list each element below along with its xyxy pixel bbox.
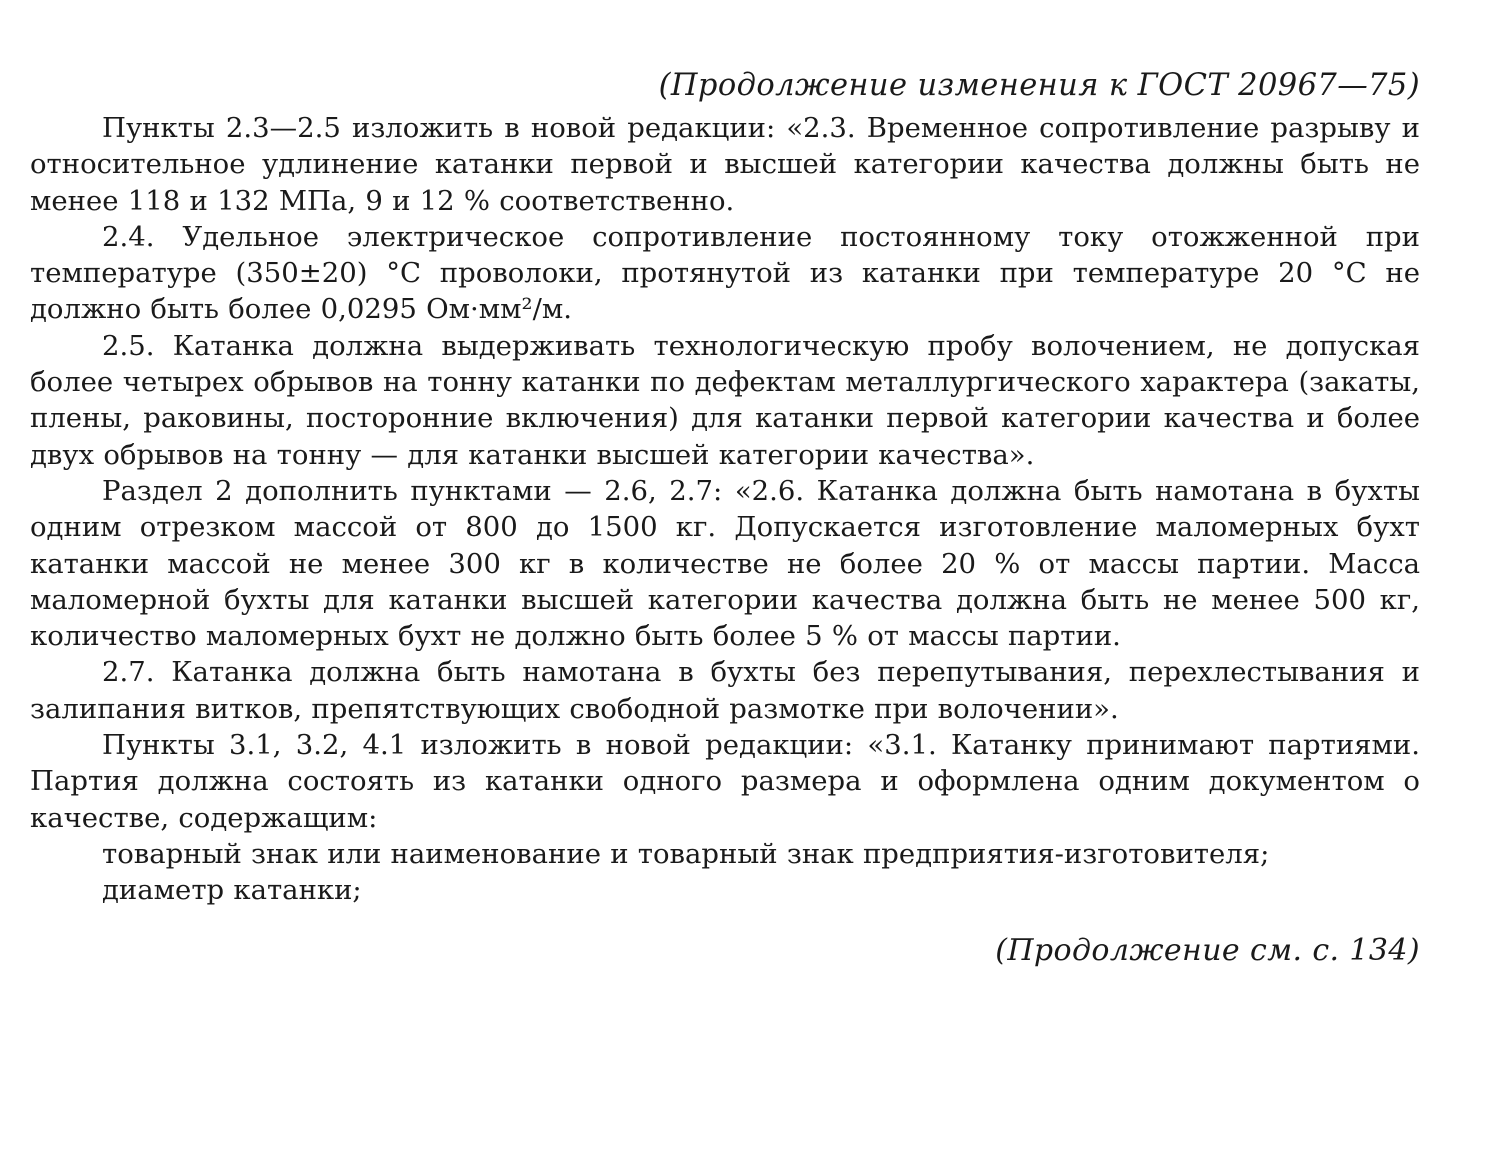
paragraph-items-2-3-2-5: Пункты 2.3—2.5 изложить в новой редакции: «2.3. Временное сопротивление разрыву и относительное удлинение катанки первой и высшей категории качества должны быть не менее 118 и 132 МПа, 9 и 12 % соответственно. [30,112,1420,217]
continuation-header: (Продолжение изменения к ГОСТ 20967—75) [658,68,1420,103]
paragraph-item-2-5: 2.5. Катанка должна выдерживать технологическую пробу волочением, не допуская более четырех обрывов на тонну катанки по дефектам металлургического характера (закаты, плены, раковины, посторонние включения) для катанки первой категории качества и более двух обрывов на тонну — для катанки высшей категории качества». [30,329,1420,471]
paragraph-items-3-1-3-2-4-1: Пункты 3.1, 3.2, 4.1 изложить в новой редакции: «3.1. Катанку принимают партиями. Партия должна состоять из катанки одного размера и оформлена одним документом о качестве, содержащим: [30,729,1420,834]
list-item-diameter: диаметр катанки; [102,874,362,907]
document-page [30,66,1420,971]
continuation-footer: (Продолжение см. с. 134) [995,932,1420,968]
paragraph-item-2-7: 2.7. Катанка должна быть намотана в бухты без перепутывания, перехлестывания и залипания витков, препятствующих свободной размотке при волочении». [30,656,1420,725]
list-item-trademark: товарный знак или наименование и товарный знак предприятия-изготовителя; [102,837,1270,870]
paragraph-item-2-4: 2.4. Удельное электрическое сопротивление постоянному току отожженной при температуре (350±20) °С проволоки, протянутой из катанки при температуре 20 °С не должно быть более 0,0295 Ом·мм²/м. [30,220,1420,326]
paragraph-section-2-addition: Раздел 2 дополнить пунктами — 2.6, 2.7: «2.6. Катанка должна быть намотана в бухты одним отрезком массой от 800 до 1500 кг. Допускается изготовление маломерных бухт катанки массой не менее 300 кг в количестве не более 20 % от массы партии. Масса маломерной бухты для катанки высшей категории качества должна быть не менее 500 кг, количество маломерных бухт не должно быть более 5 % от массы партии. [30,474,1420,653]
document-body [30,110,1420,909]
